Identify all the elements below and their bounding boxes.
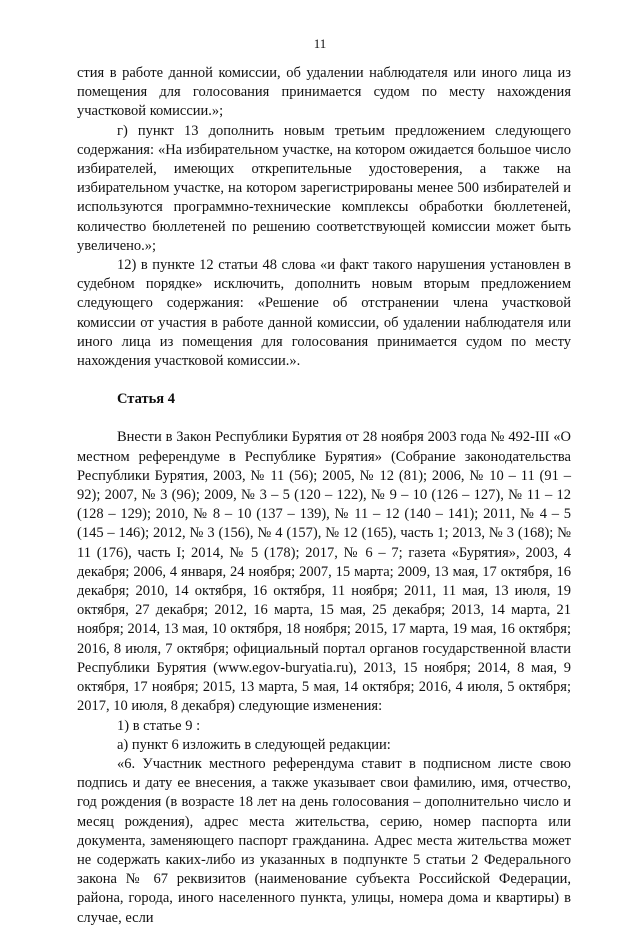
paragraph-item-12: 12) в пункте 12 статьи 48 слова «и факт такого нарушения установлен в судебном порядке» исключить, дополнить новым вторым предложением следующего содержания: «Решение об отстранении члена участковой комиссии от участия в работе данной комиссии, об удалении наблюдателя или иного лица из помещения для голосования принимается судом по месту нахождения участковой комиссии.».: [77, 257, 571, 370]
paragraph-item-g: г) пункт 13 дополнить новым третьим предложением следующего содержания: «На избирательном участке, на котором ожидается большое число избирателей, имеющих открепительные удостоверения, а также на избирательном участке, на котором зарегистрированы менее 500 избирателей и используются программно-технические комплексы обработки бюллетеней, количество бюллетеней по решению соответствующей комиссии может быть увеличено.»;: [77, 122, 571, 254]
paragraph-amendment-intro: Внести в Закон Республики Бурятия от 28 ноября 2003 года № 492-III «О местном референдуме в Республике Бурятия» (Собрание законодательства Республики Бурятия, 2003, № 11 (56); 2005, № 12 (81); 2006, № 10 – 11 (91 – 92); 2007, № 3 (96); 2009, № 3 – 5 (120 – 122), № 9 – 10 (126 – 127), № 11 – 12 (128 – 129); 2010, № 8 – 10 (137 – 139), № 11 – 12 (140 – 141); 2011, № 4 – 5 (145 – 146); 2012, № 3 (156), № 4 (157), № 12 (165), часть 1; 2013, № 3 (168); № 11 (176), часть I; 2014, № 5 (178); 2017, № 6 – 7; газета «Бурятия», 2003, 4 декабря; 2006, 4 января, 24 ноября; 2007, 15 марта; 2009, 13 мая, 17 октября, 16 декабря; 2010, 14 октября, 16 октября, 11 ноября; 2011, 11 мая, 13 июля, 19 октября, 27 декабря; 2012, 16 марта, 15 мая, 25 декабря; 2013, 14 марта, 21 ноября; 2014, 13 мая, 10 октября, 18 ноября; 2015, 17 марта, 19 мая, 16 октября; 2016, 8 июля, 7 октября; официальный портал органов государственной власти Республики Бурятия (www.egov-buryatia.ru), 2013, 15 ноября; 2014, 8 мая, 9 октября, 17 ноября; 2015, 13 марта, 5 мая, 14 октября; 2016, 4 июля, 5 октября; 2017, 10 июля, 8 декабря) следующие изменения:: [77, 429, 571, 715]
paragraph-item-6: «6. Участник местного референдума ставит в подписном листе свою подпись и дату ее внесения, а также указывает свои фамилию, имя, отчество, год рождения (в возрасте 18 лет на день голосования – дополнительно число и месяц рождения), адрес места жительства, серию, номер паспорта или документа, заменяющего паспорт гражданина. Адрес места жительства может не содержать каких-либо из указанных в подпункте 5 статьи 2 Федерального закона № 67 реквизитов (наименование субъекта Российской Федерации, района, города, иного населенного пункта, улицы, номера дома и квартиры) в случае, если: [77, 755, 571, 926]
paragraph-continuation: стия в работе данной комиссии, об удалении наблюдателя или иного лица из помещения для голосования принимается судом по месту нахождения участковой комиссии.»;: [77, 65, 571, 120]
paragraph-item-1: 1) в статье 9 :: [117, 717, 201, 734]
article-heading: Статья 4: [117, 391, 175, 408]
paragraph-item-a: а) пункт 6 изложить в следующей редакции:: [117, 736, 391, 753]
page-number: 11: [313, 36, 327, 51]
document-body: [77, 64, 571, 928]
